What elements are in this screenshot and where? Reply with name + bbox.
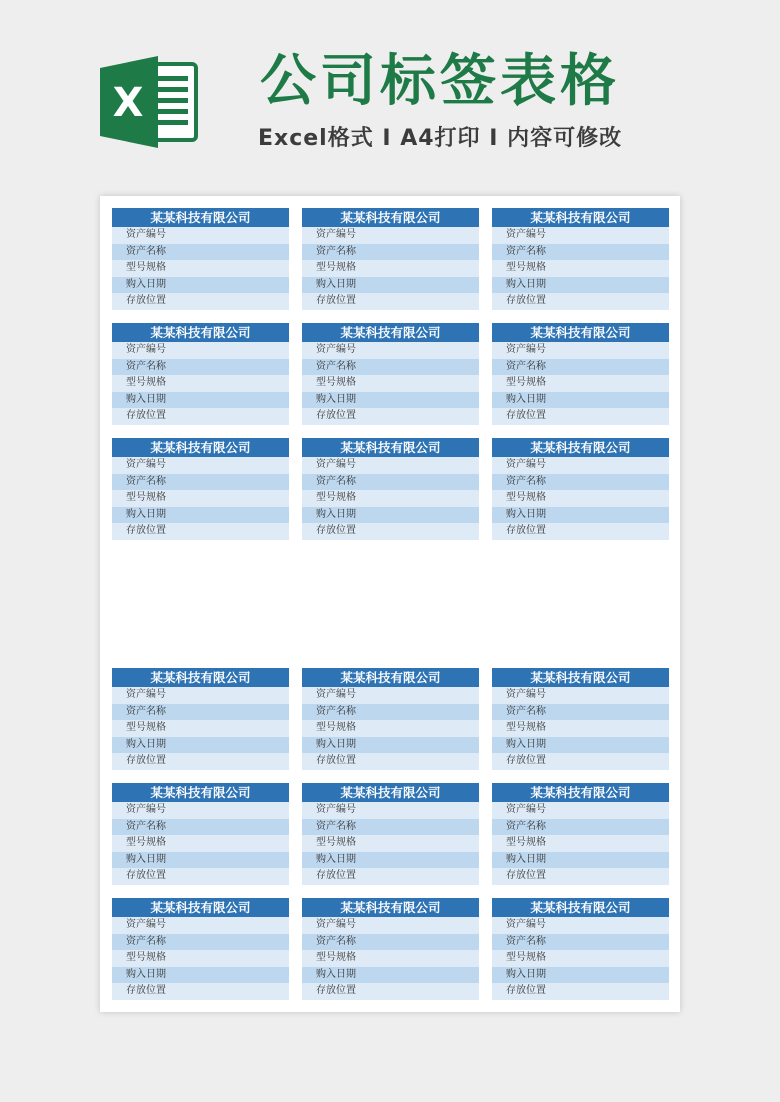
asset-label-card <box>492 323 669 430</box>
label-field: 存放位置 <box>302 293 479 310</box>
label-field: 资产编号 <box>112 802 289 819</box>
label-field: 存放位置 <box>302 983 479 1000</box>
label-row <box>112 783 669 890</box>
label-grid-top <box>112 208 669 553</box>
label-field: 型号规格 <box>112 375 289 392</box>
label-field: 资产名称 <box>492 244 669 261</box>
label-field: 型号规格 <box>492 835 669 852</box>
page-header <box>0 0 780 190</box>
label-company-name: 某某科技有限公司 <box>112 898 289 917</box>
label-field: 型号规格 <box>302 490 479 507</box>
label-row <box>112 208 669 315</box>
label-sheet <box>100 196 680 1012</box>
asset-label-card <box>492 668 669 775</box>
label-field: 资产编号 <box>492 917 669 934</box>
label-field: 存放位置 <box>492 293 669 310</box>
label-field: 购入日期 <box>302 392 479 409</box>
excel-icon <box>100 56 200 148</box>
label-company-name: 某某科技有限公司 <box>302 323 479 342</box>
asset-label-card <box>112 438 289 545</box>
label-company-name: 某某科技有限公司 <box>302 783 479 802</box>
asset-label-card <box>492 783 669 890</box>
label-row <box>112 668 669 775</box>
label-field: 型号规格 <box>492 260 669 277</box>
label-field: 资产名称 <box>302 244 479 261</box>
label-field: 购入日期 <box>112 967 289 984</box>
label-field: 资产名称 <box>112 359 289 376</box>
asset-label-card <box>112 898 289 1005</box>
label-field: 存放位置 <box>302 408 479 425</box>
label-field: 型号规格 <box>112 835 289 852</box>
label-field: 型号规格 <box>492 720 669 737</box>
label-field: 型号规格 <box>302 260 479 277</box>
label-field: 资产名称 <box>492 704 669 721</box>
label-field: 型号规格 <box>302 720 479 737</box>
label-field: 资产编号 <box>492 227 669 244</box>
label-company-name: 某某科技有限公司 <box>492 438 669 457</box>
label-field: 购入日期 <box>302 507 479 524</box>
asset-label-card <box>112 783 289 890</box>
label-field: 型号规格 <box>492 490 669 507</box>
asset-label-card <box>112 208 289 315</box>
label-field: 资产名称 <box>302 704 479 721</box>
label-field: 购入日期 <box>492 737 669 754</box>
label-company-name: 某某科技有限公司 <box>302 898 479 917</box>
asset-label-card <box>492 898 669 1005</box>
asset-label-card <box>302 323 479 430</box>
label-company-name: 某某科技有限公司 <box>302 668 479 687</box>
label-field: 资产名称 <box>112 474 289 491</box>
label-field: 资产名称 <box>112 244 289 261</box>
label-field: 购入日期 <box>112 507 289 524</box>
label-company-name: 某某科技有限公司 <box>112 208 289 227</box>
label-field: 购入日期 <box>492 392 669 409</box>
label-field: 存放位置 <box>112 753 289 770</box>
label-field: 资产编号 <box>112 227 289 244</box>
label-company-name: 某某科技有限公司 <box>112 323 289 342</box>
label-field: 存放位置 <box>112 408 289 425</box>
label-field: 购入日期 <box>492 967 669 984</box>
label-field: 资产名称 <box>492 474 669 491</box>
label-field: 资产编号 <box>302 917 479 934</box>
label-company-name: 某某科技有限公司 <box>492 668 669 687</box>
label-field: 存放位置 <box>302 523 479 540</box>
label-field: 资产编号 <box>492 687 669 704</box>
label-field: 资产编号 <box>112 687 289 704</box>
label-row <box>112 898 669 1005</box>
label-field: 购入日期 <box>492 852 669 869</box>
label-field: 型号规格 <box>302 950 479 967</box>
asset-label-card <box>302 668 479 775</box>
label-row <box>112 323 669 430</box>
label-field: 型号规格 <box>112 720 289 737</box>
label-field: 型号规格 <box>302 375 479 392</box>
asset-label-card <box>492 208 669 315</box>
label-field: 存放位置 <box>112 293 289 310</box>
label-field: 购入日期 <box>112 277 289 294</box>
label-field: 购入日期 <box>112 852 289 869</box>
label-field: 资产名称 <box>492 819 669 836</box>
label-company-name: 某某科技有限公司 <box>112 438 289 457</box>
label-field: 存放位置 <box>112 868 289 885</box>
label-field: 资产编号 <box>492 802 669 819</box>
asset-label-card <box>112 323 289 430</box>
asset-label-card <box>302 898 479 1005</box>
label-field: 型号规格 <box>492 375 669 392</box>
label-field: 资产编号 <box>302 227 479 244</box>
label-field: 资产名称 <box>112 704 289 721</box>
label-company-name: 某某科技有限公司 <box>112 668 289 687</box>
label-field: 资产编号 <box>302 457 479 474</box>
label-field: 型号规格 <box>112 260 289 277</box>
label-grid-bottom <box>112 668 669 1013</box>
page-subtitle: Excel格式 Ⅰ A4打印 Ⅰ 内容可修改 <box>258 126 623 151</box>
label-company-name: 某某科技有限公司 <box>492 898 669 917</box>
label-field: 资产编号 <box>112 342 289 359</box>
label-field: 资产名称 <box>492 934 669 951</box>
excel-logo-letter: X <box>112 80 144 126</box>
label-field: 资产编号 <box>112 457 289 474</box>
label-field: 购入日期 <box>492 277 669 294</box>
label-field: 存放位置 <box>302 753 479 770</box>
label-field: 购入日期 <box>302 737 479 754</box>
label-company-name: 某某科技有限公司 <box>112 783 289 802</box>
label-field: 资产编号 <box>492 457 669 474</box>
label-field: 存放位置 <box>302 868 479 885</box>
label-field: 型号规格 <box>302 835 479 852</box>
label-company-name: 某某科技有限公司 <box>492 323 669 342</box>
label-field: 型号规格 <box>112 950 289 967</box>
label-field: 资产名称 <box>302 934 479 951</box>
label-field: 型号规格 <box>112 490 289 507</box>
label-field: 购入日期 <box>302 967 479 984</box>
asset-label-card <box>302 208 479 315</box>
label-field: 资产名称 <box>112 934 289 951</box>
label-field: 型号规格 <box>492 950 669 967</box>
label-field: 存放位置 <box>492 753 669 770</box>
label-field: 资产名称 <box>492 359 669 376</box>
label-field: 资产编号 <box>302 802 479 819</box>
label-field: 存放位置 <box>492 523 669 540</box>
label-field: 购入日期 <box>302 852 479 869</box>
label-field: 购入日期 <box>112 737 289 754</box>
label-field: 资产名称 <box>302 474 479 491</box>
asset-label-card <box>112 668 289 775</box>
label-company-name: 某某科技有限公司 <box>302 438 479 457</box>
label-field: 资产编号 <box>302 687 479 704</box>
label-field: 资产名称 <box>302 819 479 836</box>
label-field: 资产名称 <box>112 819 289 836</box>
label-field: 存放位置 <box>492 983 669 1000</box>
label-field: 购入日期 <box>492 507 669 524</box>
label-row <box>112 438 669 545</box>
label-field: 资产编号 <box>492 342 669 359</box>
label-field: 存放位置 <box>112 983 289 1000</box>
label-field: 存放位置 <box>492 408 669 425</box>
label-company-name: 某某科技有限公司 <box>302 208 479 227</box>
label-company-name: 某某科技有限公司 <box>492 208 669 227</box>
label-field: 存放位置 <box>492 868 669 885</box>
asset-label-card <box>492 438 669 545</box>
label-field: 资产名称 <box>302 359 479 376</box>
label-company-name: 某某科技有限公司 <box>492 783 669 802</box>
label-field: 购入日期 <box>112 392 289 409</box>
page-title: 公司标签表格 <box>260 49 620 114</box>
label-field: 资产编号 <box>112 917 289 934</box>
asset-label-card <box>302 438 479 545</box>
label-field: 资产编号 <box>302 342 479 359</box>
asset-label-card <box>302 783 479 890</box>
label-field: 购入日期 <box>302 277 479 294</box>
label-field: 存放位置 <box>112 523 289 540</box>
